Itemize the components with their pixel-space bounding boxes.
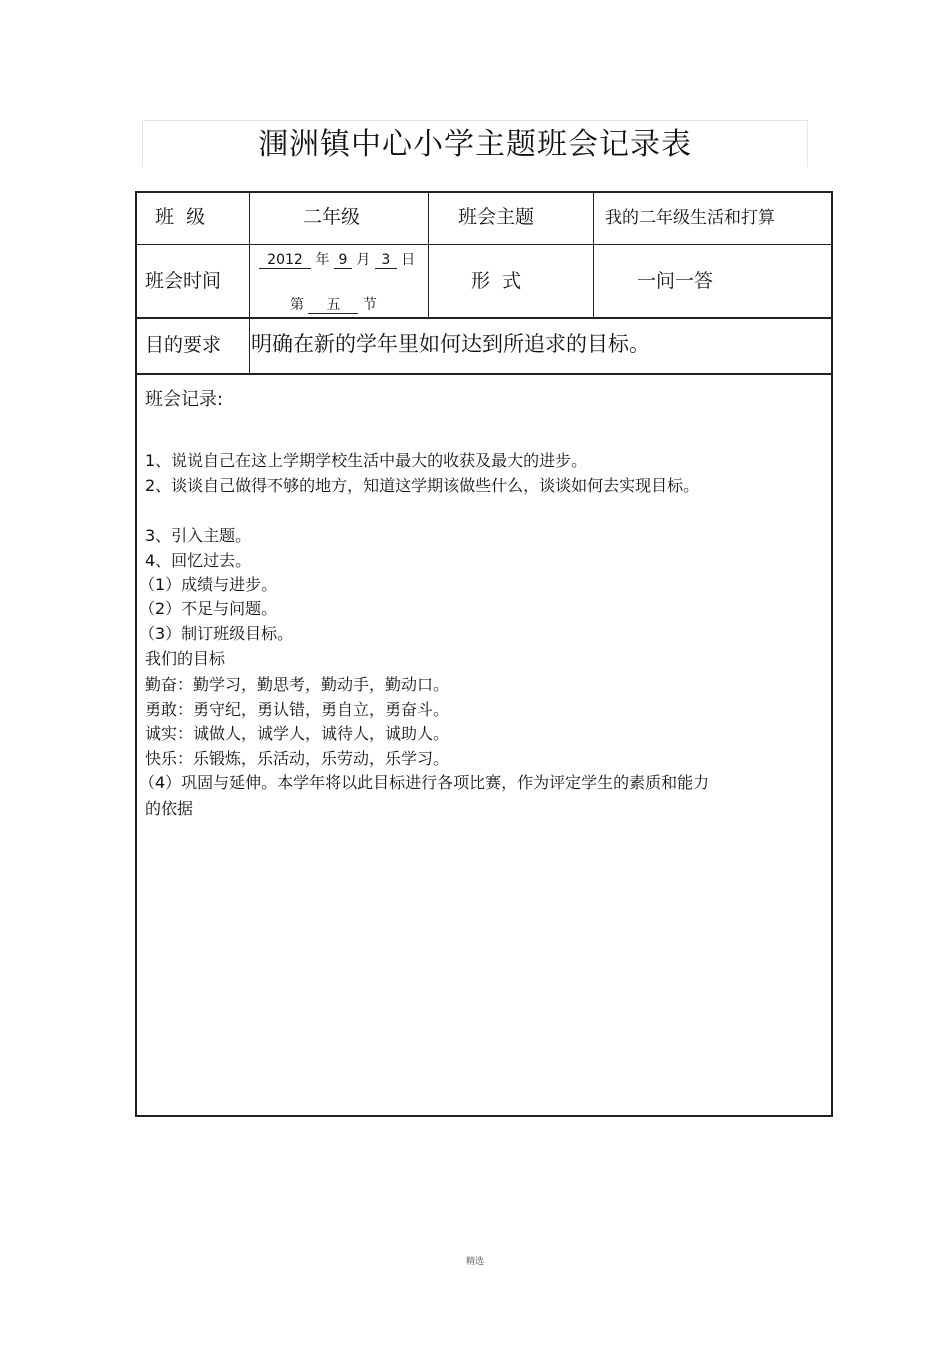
- form-label: 形 式: [471, 270, 522, 292]
- period-value: 五: [308, 297, 358, 314]
- record-table: [135, 191, 833, 1117]
- class-value: 二年级: [303, 206, 361, 228]
- purpose-label: 目的要求: [145, 334, 222, 356]
- day-value: 3: [375, 252, 397, 269]
- date-line: [259, 248, 415, 272]
- purpose-value: 明确在新的学年里如何达到所追求的目标。: [251, 332, 650, 356]
- year-value: 2012: [259, 252, 311, 269]
- class-label: 班 级: [155, 206, 206, 228]
- theme-label: 班会主题: [458, 206, 535, 228]
- title-box: [142, 120, 808, 167]
- form-value: 一问一答: [637, 270, 714, 292]
- record-line-5: （1）成绩与进步。: [139, 575, 278, 594]
- record-line-14: 的依据: [145, 799, 194, 818]
- record-line-3: 3、引入主题。: [145, 526, 252, 545]
- row-divider-1: [137, 244, 831, 245]
- record-line-8: 我们的目标: [145, 649, 226, 668]
- year-unit: 年: [315, 252, 330, 268]
- period-prefix: 第: [290, 297, 304, 313]
- col-divider-1: [249, 193, 250, 373]
- row-divider-2: [137, 317, 831, 319]
- footer-note: 精选: [465, 1257, 484, 1267]
- month-unit: 月: [356, 252, 371, 268]
- month-value: 9: [334, 252, 352, 269]
- record-line-4: 4、回忆过去。: [145, 551, 252, 570]
- day-unit: 日: [401, 252, 416, 268]
- record-line-11: 诚实：诚做人，诚学人，诚待人，诚助人。: [145, 724, 450, 743]
- period-line: [290, 293, 377, 317]
- theme-value: 我的二年级生活和打算: [605, 208, 775, 228]
- record-line-7: （3）制订班级目标。: [139, 624, 294, 643]
- col-divider-2: [428, 193, 429, 317]
- record-line-9: 勤奋：勤学习，勤思考，勤动手，勤动口。: [145, 675, 450, 694]
- record-line-12: 快乐：乐锻炼，乐活动，乐劳动，乐学习。: [145, 749, 450, 768]
- record-line-2: 2、谈谈自己做得不够的地方，知道这学期该做些什么，谈谈如何去实现目标。: [145, 476, 700, 495]
- record-heading: 班会记录:: [145, 389, 224, 410]
- row-divider-3: [137, 373, 831, 375]
- record-line-1: 1、说说自己在这上学期学校生活中最大的收获及最大的进步。: [145, 451, 588, 470]
- page-title: 涠洲镇中心小学主题班会记录表: [258, 127, 692, 162]
- record-line-6: （2）不足与问题。: [139, 599, 278, 618]
- col-divider-3: [593, 193, 594, 317]
- time-label: 班会时间: [145, 270, 222, 292]
- record-line-13: （4）巩固与延伸。本学年将以此目标进行各项比赛，作为评定学生的素质和能力: [139, 773, 710, 792]
- period-unit: 节: [362, 297, 377, 313]
- record-line-10: 勇敢：勇守纪，勇认错，勇自立，勇奋斗。: [145, 700, 450, 719]
